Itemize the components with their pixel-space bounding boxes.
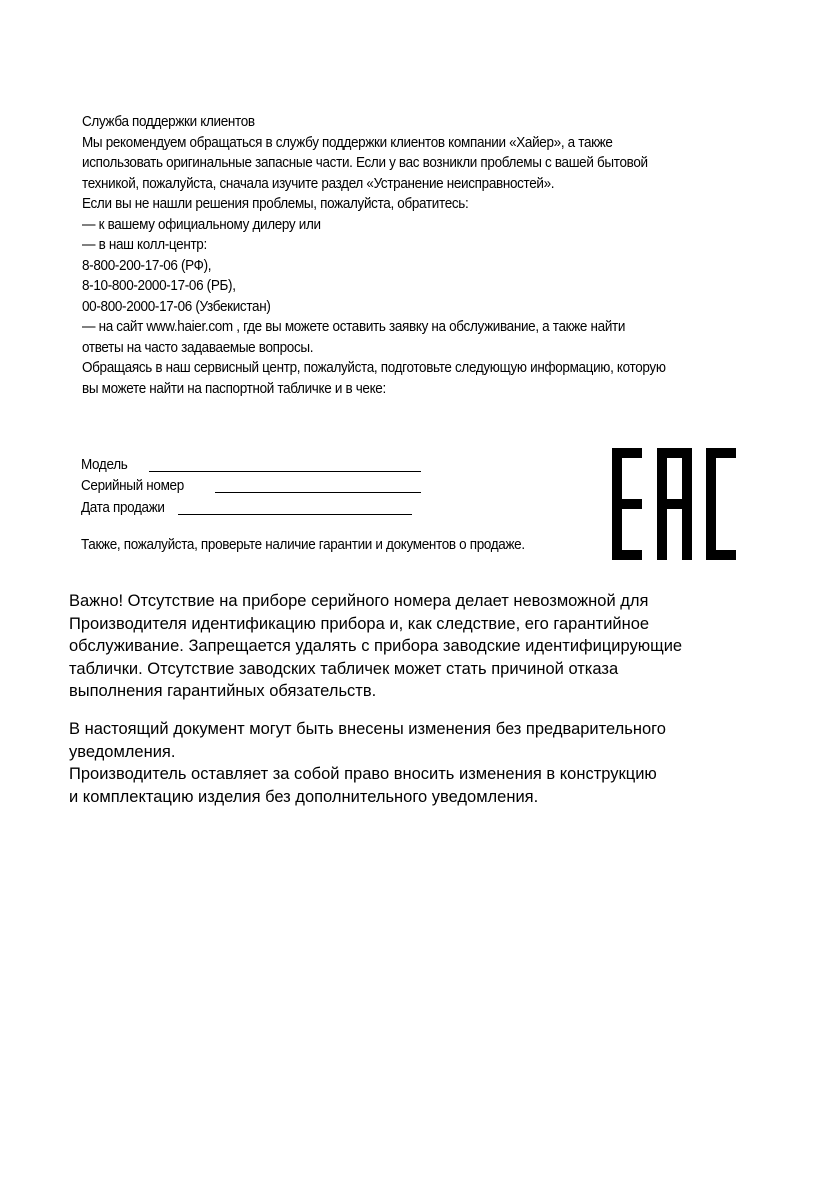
model-label: Модель (81, 457, 128, 473)
support-text-line: техникой, пожалуйста, сначала изучите раздел «Устранение неисправностей». (82, 175, 555, 192)
eac-mark-icon (612, 448, 736, 560)
phone-uzbekistan: 00-800-2000-17-06 (Узбекистан) (82, 298, 271, 315)
important-line: обслуживание. Запрещается удалять с прибора заводские идентифицирующие (69, 637, 683, 655)
date-row (81, 498, 171, 518)
changes-line: Производитель оставляет за собой право вносить изменения в конструкцию (69, 765, 657, 783)
important-line: выполнения гарантийных обязательств. (69, 682, 377, 700)
changes-line: и комплектацию изделия без дополнительного уведомления. (69, 787, 539, 806)
changes-line: уведомления. (69, 742, 176, 761)
support-dealer-option: — к вашему официальному дилеру или (82, 216, 321, 233)
support-text-line: Мы рекомендуем обращаться в службу поддержки клиентов компании «Хайер», а также (82, 134, 613, 151)
serial-field-line[interactable] (215, 492, 421, 493)
support-heading: Служба поддержки клиентов (82, 114, 255, 130)
support-text-line: Если вы не нашли решения проблемы, пожалуйста, обратитесь: (82, 196, 469, 212)
serial-label: Серийный номер (81, 478, 184, 494)
support-text-line: ответы на часто задаваемые вопросы. (82, 339, 314, 356)
model-row (81, 455, 131, 475)
changes-notice (69, 718, 769, 808)
support-text-line: использовать оригинальные запасные части. Если у вас возникли проблемы с вашей бытовой (82, 155, 648, 171)
changes-line: В настоящий документ могут быть внесены изменения без предварительного (69, 720, 666, 738)
support-website-option: — на сайт www.haier.com , где вы можете оставить заявку на обслуживание, а также найти (82, 319, 626, 335)
date-field-line[interactable] (178, 514, 412, 515)
serial-row (81, 476, 192, 496)
important-line: Производителя идентификацию прибора и, как следствие, его гарантийное (69, 614, 650, 633)
check-documents-note: Также, пожалуйста, проверьте наличие гарантии и документов о продаже. (81, 537, 525, 553)
important-notice (69, 590, 769, 703)
support-call-center-option: — в наш колл-центр: (82, 237, 207, 253)
support-text-line: Обращаясь в наш сервисный центр, пожалуйста, подготовьте следующую информацию, которую (82, 360, 666, 376)
support-text-line: вы можете найти на паспортной табличке и в чеке: (82, 380, 386, 397)
phone-belarus: 8-10-800-2000-17-06 (РБ), (82, 278, 236, 294)
customer-support-section (82, 112, 714, 399)
eac-letters (612, 448, 736, 560)
model-field-line[interactable] (149, 471, 421, 472)
phone-russia: 8-800-200-17-06 (РФ), (82, 257, 212, 274)
date-label: Дата продажи (81, 500, 165, 516)
important-line: таблички. Отсутствие заводских табличек может стать причиной отказа (69, 659, 619, 678)
important-line: Важно! Отсутствие на приборе серийного номера делает невозможной для (69, 592, 649, 610)
